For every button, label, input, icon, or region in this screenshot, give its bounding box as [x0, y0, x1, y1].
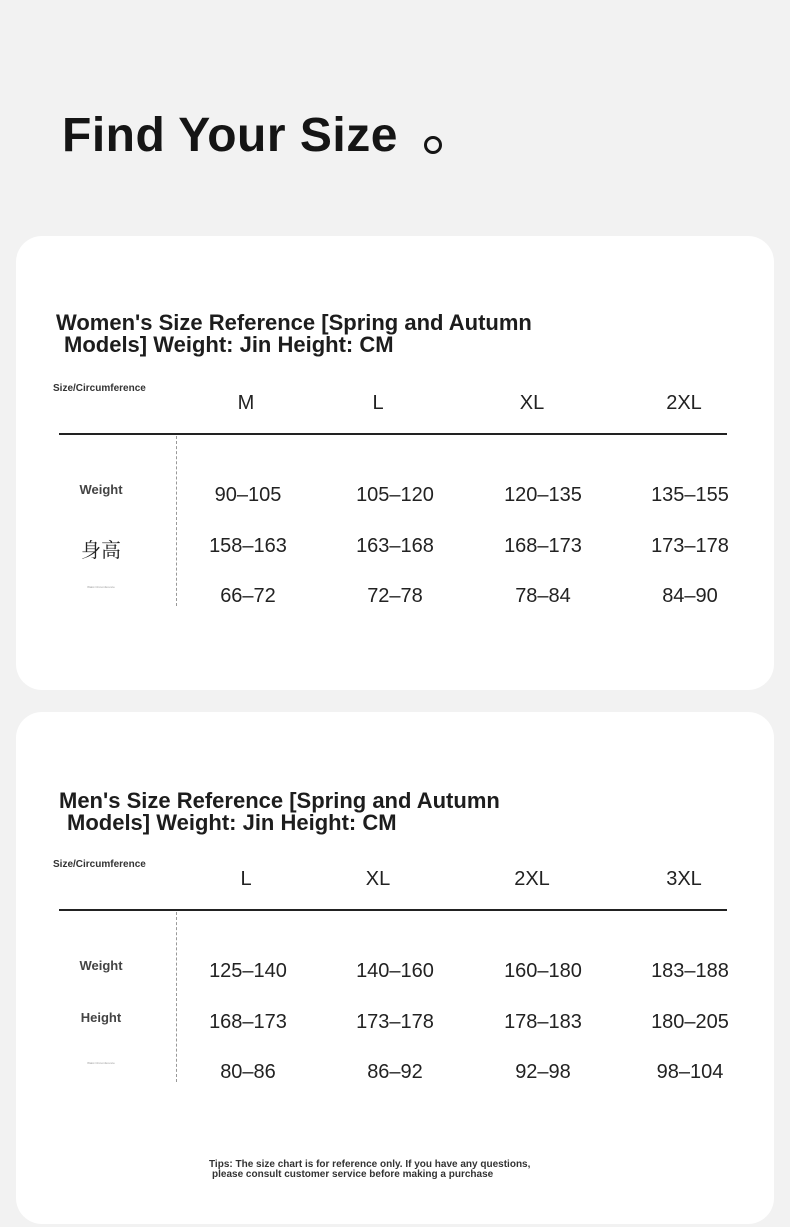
men-cell: 160–180: [504, 960, 582, 982]
men-size-label: 2XL: [514, 868, 550, 890]
women-cell: 163–168: [356, 535, 434, 557]
circle-mark-icon: [424, 136, 442, 154]
men-cell: 180–205: [651, 1011, 729, 1033]
women-cell: 90–105: [214, 484, 282, 506]
tips-line-1: Tips: The size chart is for reference only. If you have any questions,: [209, 1159, 531, 1170]
men-heading-line-2: Models] Weight: Jin Height: CM: [67, 810, 397, 835]
women-cell: 66–72: [220, 585, 276, 607]
tips-note: [209, 1160, 530, 1180]
women-size-label: XL: [519, 392, 545, 414]
women-size-label: L: [372, 392, 384, 414]
men-heading-line-1: Men's Size Reference [Spring and Autumn: [59, 788, 500, 813]
women-heading-line-1: Women's Size Reference [Spring and Autumn: [56, 310, 532, 335]
men-cell: 173–178: [356, 1011, 434, 1033]
women-column-divider: [176, 436, 177, 606]
women-heading-line-2: Models] Weight: Jin Height: CM: [64, 332, 394, 357]
women-cell: 135–155: [651, 484, 729, 506]
men-cell: 98–104: [656, 1061, 724, 1083]
page-title: Find Your Size: [62, 109, 398, 162]
men-row-label-waist: Waist Circumference: [87, 1061, 115, 1065]
women-cell: 158–163: [209, 535, 287, 557]
women-cell: 105–120: [356, 484, 434, 506]
women-size-label: 2XL: [666, 392, 702, 414]
women-cell: 173–178: [651, 535, 729, 557]
men-cell: 140–160: [356, 960, 434, 982]
men-header-rule: [59, 909, 727, 911]
women-row-label-weight: Weight: [79, 482, 123, 497]
men-row-label-weight: Weight: [79, 958, 123, 973]
women-row-label-waist: Waist Circumference: [87, 585, 115, 589]
tips-line-2: please consult customer service before making a purchase: [212, 1169, 494, 1180]
men-row-label-height: Height: [80, 1010, 122, 1025]
men-cell: 168–173: [209, 1011, 287, 1033]
men-size-label: 3XL: [666, 868, 702, 890]
men-card-heading: [59, 790, 500, 834]
women-card-heading: [56, 312, 532, 356]
women-cell: 120–135: [504, 484, 582, 506]
women-size-card: [16, 236, 774, 690]
men-size-card: [16, 712, 774, 1224]
men-size-label: XL: [365, 868, 391, 890]
men-header-label: Size/Circumference: [53, 859, 146, 870]
men-column-divider: [176, 912, 177, 1082]
women-cell: 84–90: [662, 585, 718, 607]
women-cell: 168–173: [504, 535, 582, 557]
women-cell: 78–84: [515, 585, 571, 607]
men-cell: 183–188: [651, 960, 729, 982]
women-size-label: M: [237, 392, 255, 414]
women-row-label-height: 身高: [81, 540, 121, 562]
men-cell: 125–140: [209, 960, 287, 982]
women-header-rule: [59, 433, 727, 435]
women-cell: 72–78: [367, 585, 423, 607]
men-size-label: L: [240, 868, 252, 890]
men-cell: 80–86: [220, 1061, 276, 1083]
men-cell: 92–98: [515, 1061, 571, 1083]
men-cell: 178–183: [504, 1011, 582, 1033]
women-header-label: Size/Circumference: [53, 383, 146, 394]
men-cell: 86–92: [367, 1061, 423, 1083]
